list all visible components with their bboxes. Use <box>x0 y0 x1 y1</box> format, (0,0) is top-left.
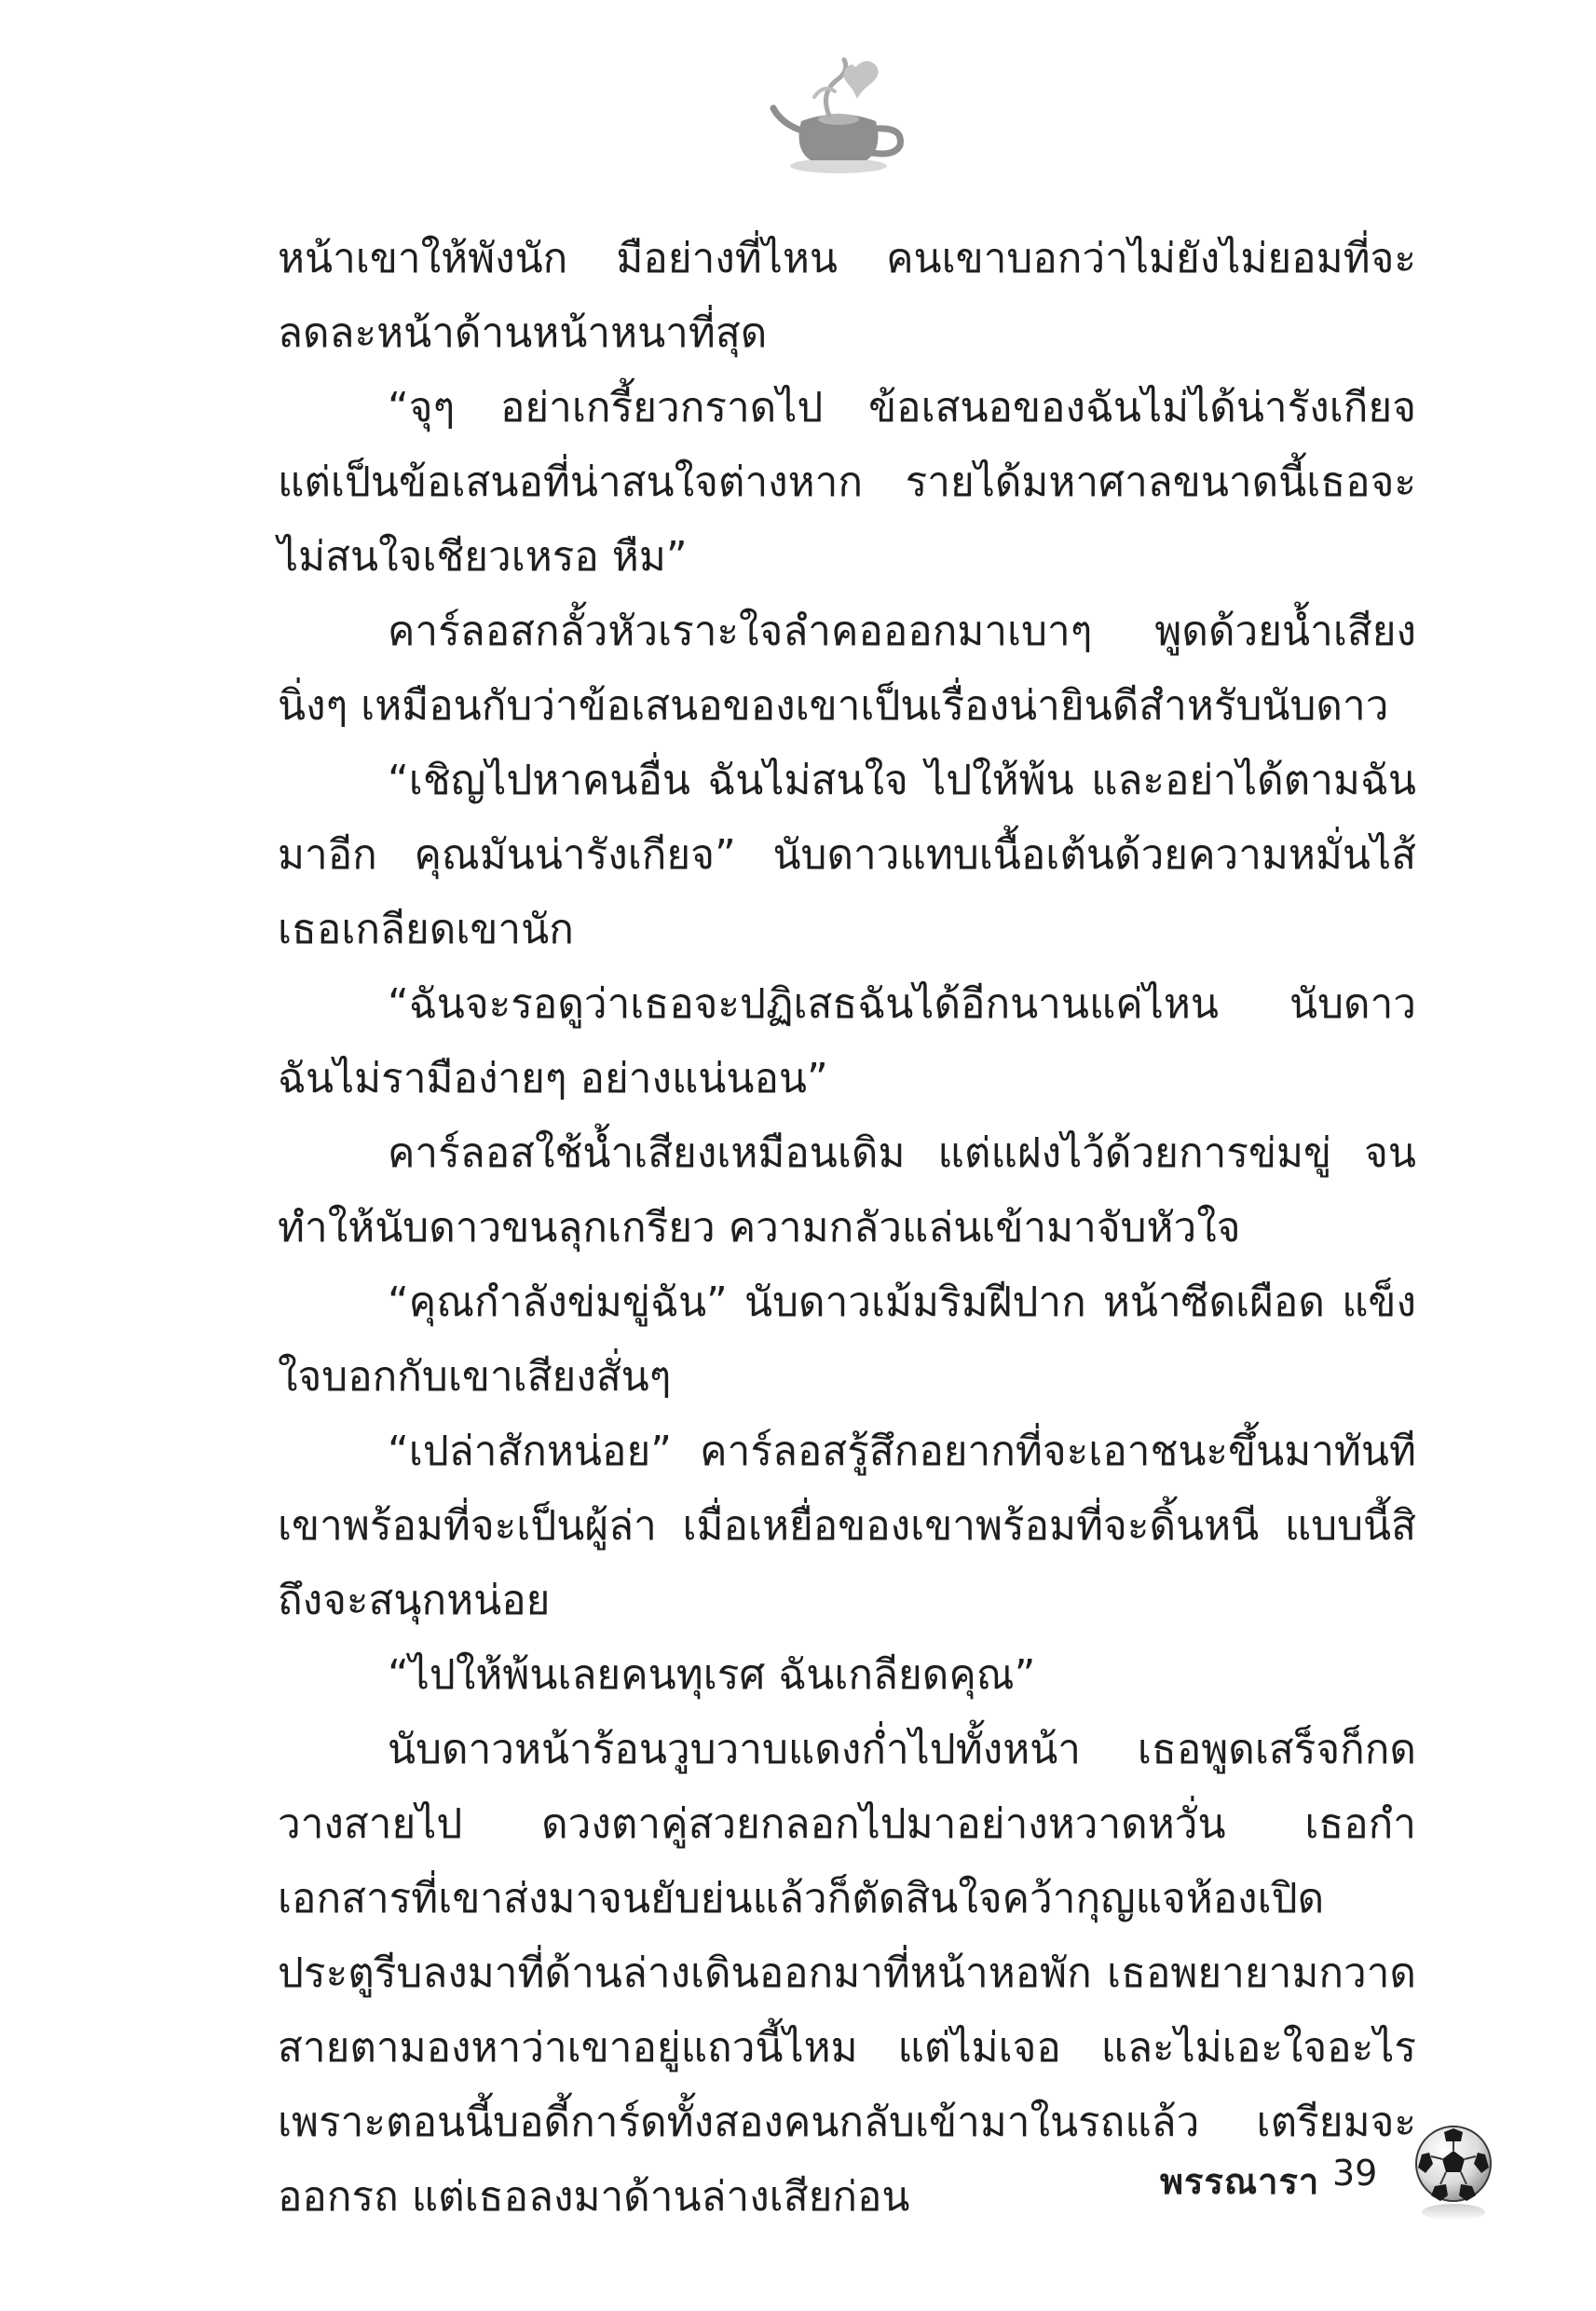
paragraph: หน้าเขาให้พังนัก มือย่างที่ไหน คนเขาบอกว่าไม่ยังไม่ยอมที่จะลดละหน้าด้านหน้าหนาที่สุด <box>278 235 1416 357</box>
paragraph: “ไปให้พ้นเลยคนทุเรศ ฉันเกลียดคุณ” <box>388 1651 1036 1699</box>
paragraph: “จุๆ อย่าเกรี้ยวกราดไป ข้อเสนอของฉันไม่ได้น่ารังเกียจ แต่เป็นข้อเสนอที่น่าสนใจต่างหาก รายได้มหาศาลขนาดนี้เธอจะไม่สนใจเชียวเหรอ หืม” <box>278 384 1416 581</box>
soccer-ball-icon <box>1409 2123 1498 2225</box>
paragraph: “ฉันจะรอดูว่าเธอจะปฏิเสธฉันได้อีกนานแค่ไหน นับดาว ฉันไม่รามือง่ายๆ อย่างแน่นอน” <box>278 980 1416 1102</box>
page-number: 39 <box>1332 2153 1378 2194</box>
paragraph: คาร์ลอสใช้น้ำเสียงเหมือนเดิม แต่แฝงไว้ด้วยการข่มขู่ จนทำให้นับดาวขนลุกเกรียว ความกลัวแล่นเข้ามาจับหัวใจ <box>278 1129 1416 1251</box>
paragraph: “เปล่าสักหน่อย” คาร์ลอสรู้สึกอยากที่จะเอาชนะขึ้นมาทันที เขาพร้อมที่จะเป็นผู้ล่า เมื่อเหยื่อของเขาพร้อมที่จะดิ้นหนี แบบนี้สิถึงจะสนุกหน่อย <box>278 1428 1416 1624</box>
story-text <box>278 222 1416 2235</box>
paragraph: คาร์ลอสกลั้วหัวเราะใจลำคอออกมาเบาๆ พูดด้วยน้ำเสียงนิ่งๆ เหมือนกับว่าข้อเสนอของเขาเป็นเรื่องน่ายินดีสำหรับนับดาว <box>278 608 1416 730</box>
paragraph: นับดาวหน้าร้อนวูบวาบแดงก่ำไปทั้งหน้า เธอพูดเสร็จก็กดวางสายไป ดวงตาคู่สวยกลอกไปมาอย่างหวาดหวั่น เธอกำเอกสารที่เขาส่งมาจนยับย่นแล้วก็ตัดสินใจคว้ากุญแจห้องเปิดประตูรีบลงมาที่ด้านล่างเดินออกมาที่หน้าหอพัก เธอพยายามกวาดสายตามองหาว่าเขาอยู่แถวนี้ไหม แต่ไม่เจอ และไม่เอะใจอะไร เพราะตอนนี้บอดี้การ์ดทั้งสองคนกลับเข้ามาในรถแล้ว เตรียมจะออกรถ แต่เธอลงมาด้านล่างเสียก่อน <box>278 1726 1416 2221</box>
footer-author: พรรณารา <box>1160 2161 1320 2202</box>
paragraph: “เชิญไปหาคนอื่น ฉันไม่สนใจ ไปให้พ้น และอย่าได้ตามฉันมาอีก คุณมันน่ารังเกียจ” นับดาวแทบเนื้อเต้นด้วยความหมั่นไส้ เธอเกลียดเขานัก <box>278 757 1416 953</box>
paragraph: “คุณกำลังข่มขู่ฉัน” นับดาวเม้มริมฝีปาก หน้าซีดเผือด แข็งใจบอกกับเขาเสียงสั่นๆ <box>278 1279 1416 1401</box>
teapot-ornament-icon <box>764 56 913 186</box>
